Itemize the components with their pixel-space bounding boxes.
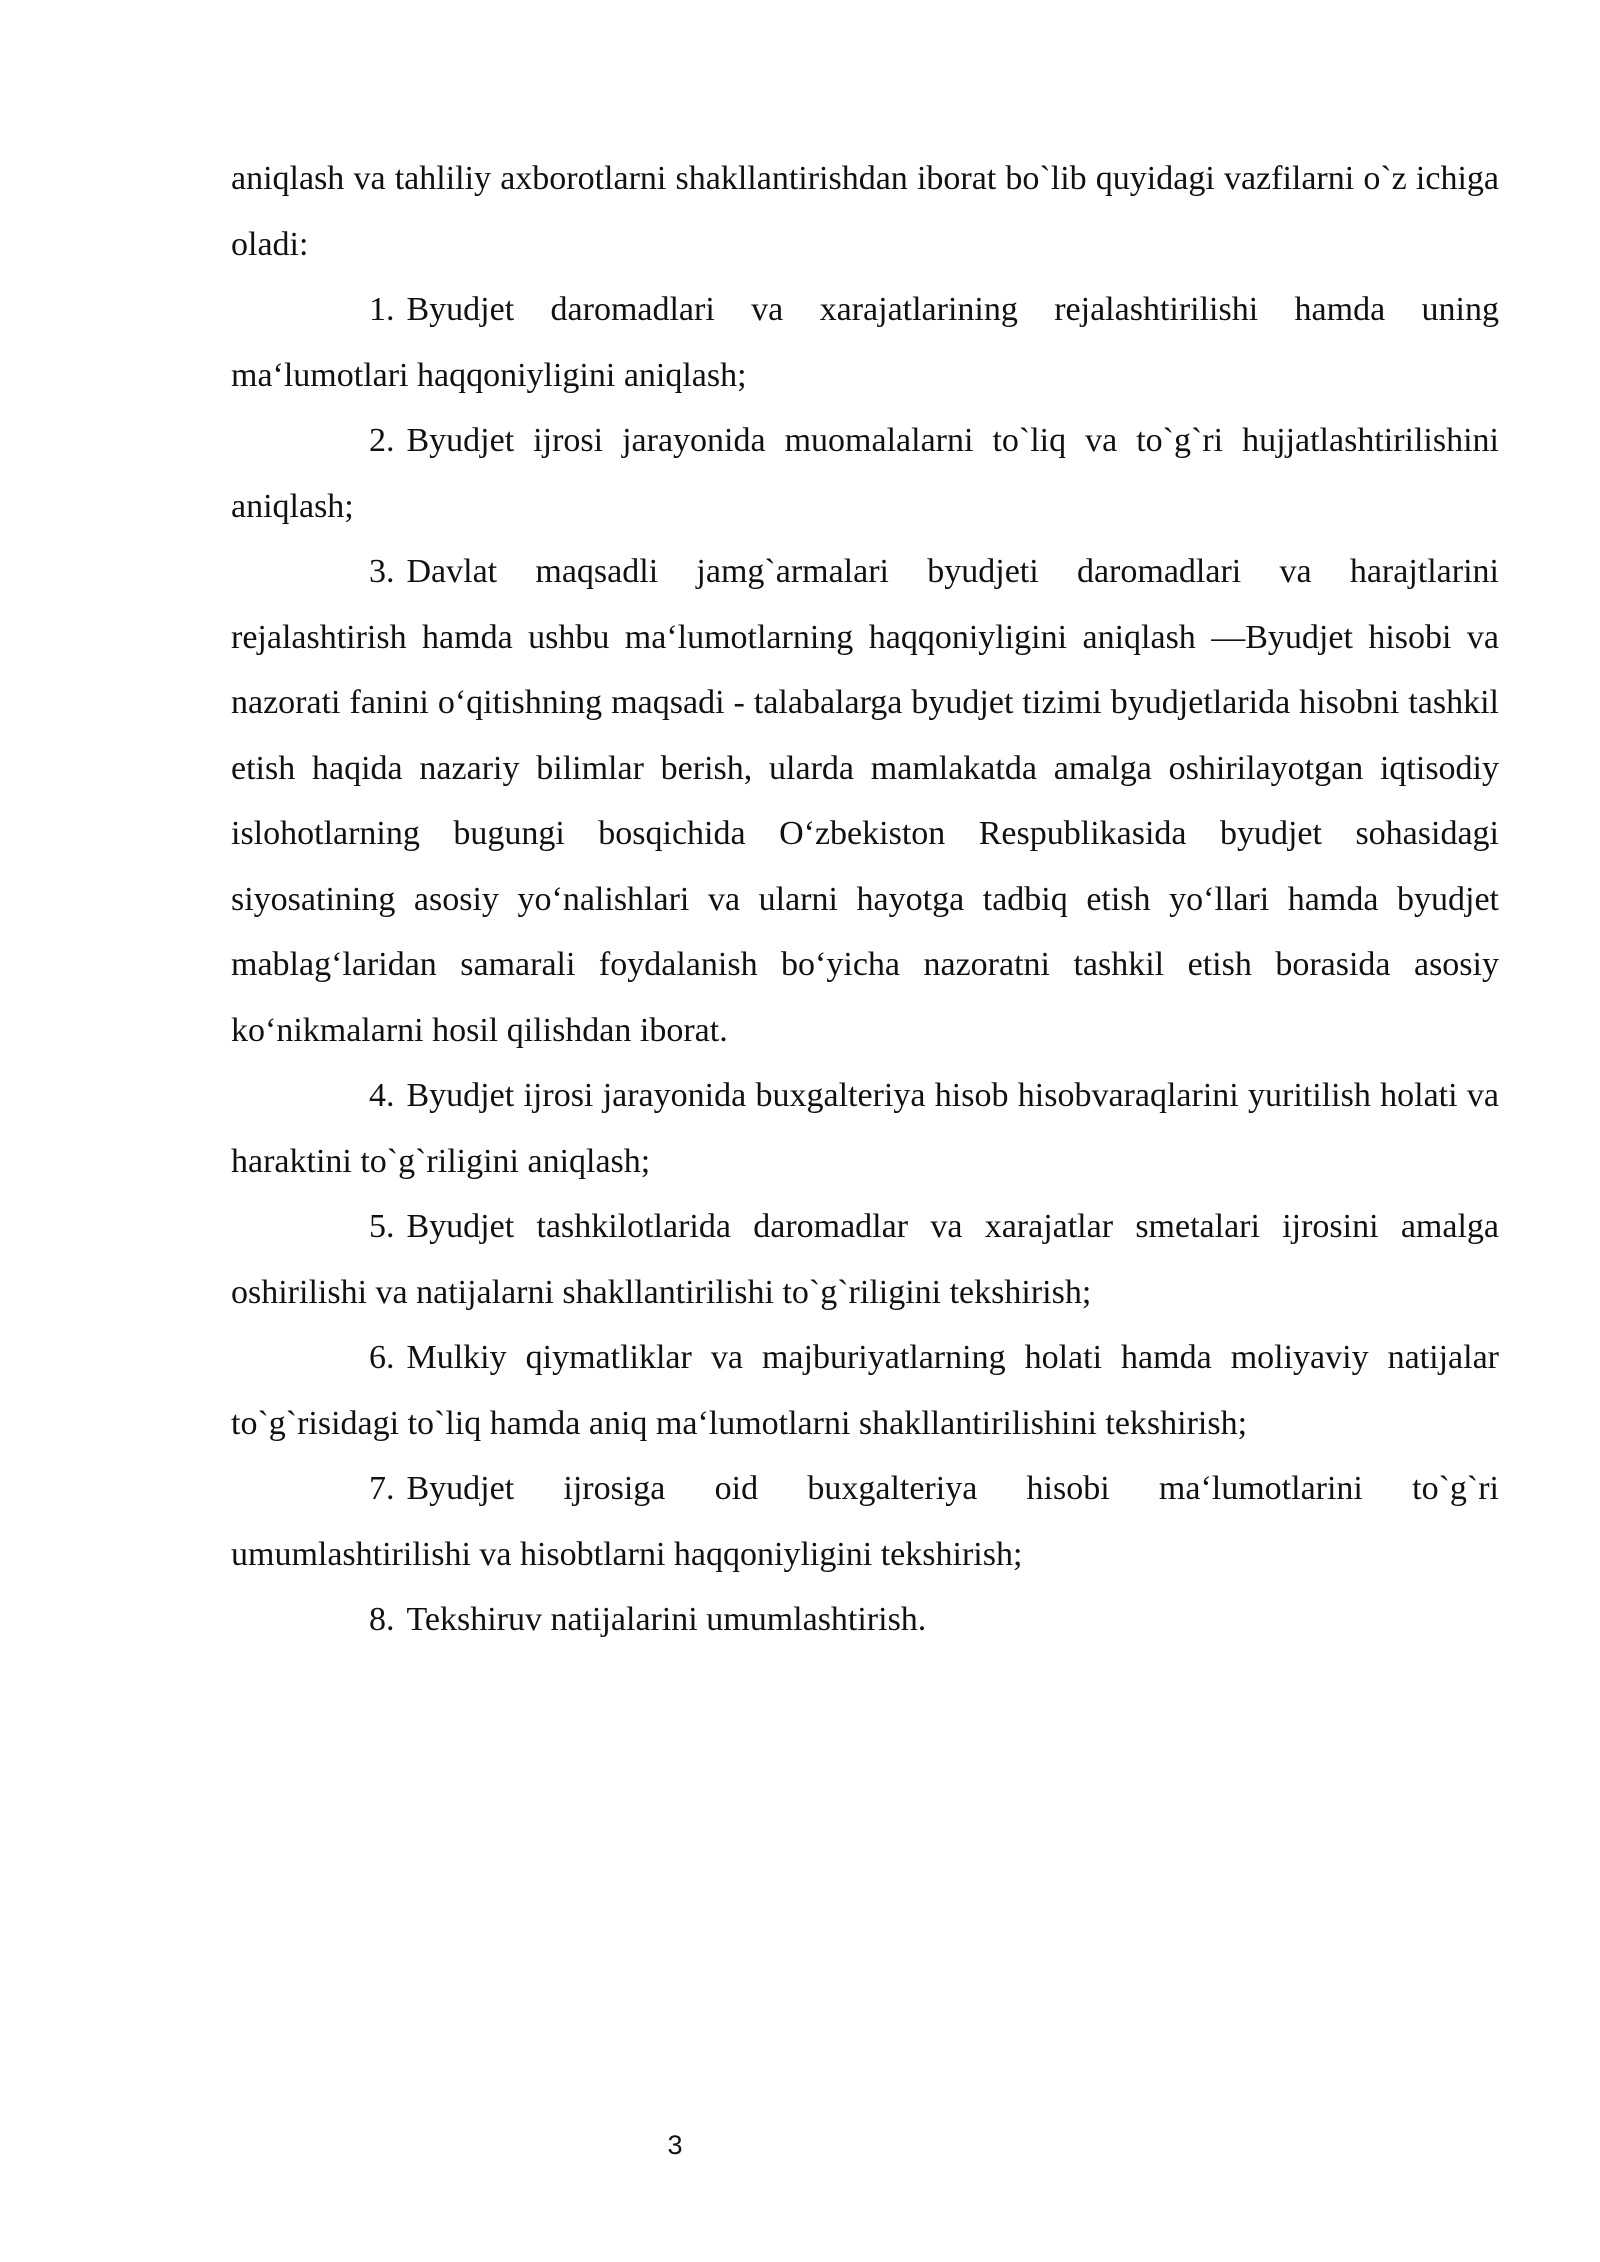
list-item-number: 6. bbox=[369, 1339, 395, 1376]
list-item-number: 5. bbox=[369, 1208, 395, 1245]
paragraph-intro bbox=[231, 146, 1499, 277]
list-item-number: 4. bbox=[369, 1077, 395, 1114]
list-item-text: Mulkiy qiymatliklar va majburiyatlarning holati hamda moliyaviy natijalar to`g`risidagi to`liq hamda aniq ma‘lumotlarni shakllantirilishini tekshirish; bbox=[231, 1339, 1499, 1442]
list-item-8 bbox=[231, 1587, 1499, 1653]
list-item-number: 2. bbox=[369, 422, 395, 459]
list-item-number: 1. bbox=[369, 291, 395, 328]
list-item-text: Tekshiruv natijalarini umumlashtirish. bbox=[406, 1601, 927, 1638]
list-item-3 bbox=[231, 539, 1499, 1063]
page-number: 3 bbox=[667, 2130, 683, 2160]
list-item-5 bbox=[231, 1194, 1499, 1325]
list-item-number: 8. bbox=[369, 1601, 395, 1638]
list-item-text: Byudjet daromadlari va xarajatlarining rejalashtirilishi hamda uning ma‘lumotlari haqqoniyligini aniqlash; bbox=[231, 291, 1499, 394]
list-item-6 bbox=[231, 1325, 1499, 1456]
document-body bbox=[231, 146, 1499, 1653]
list-item-number: 3. bbox=[369, 553, 395, 590]
list-item-text: Davlat maqsadli jamg`armalari byudjeti daromadlari va harajtlarini rejalashtirish hamda ushbu ma‘lumotlarning haqqoniyligini aniqlash ―Byudjet hisobi va nazorati fanini o‘qitishning maqsadi - talabalarga byudjet tizimi byudjetlarida hisobni tashkil etish haqida nazariy bilimlar berish, ularda mamlakatda amalga oshirilayotgan iqtisodiy islohotlarning bugungi bosqichida O‘zbekiston Respublikasida byudjet sohasidagi siyosatining asosiy yo‘nalishlari va ularni hayotga tadbiq etish yo‘llari hamda byudjet mablag‘laridan samarali foydalanish bo‘yicha nazoratni tashkil etish borasida asosiy ko‘nikmalarni hosil qilishdan iborat. bbox=[231, 553, 1499, 1049]
paragraph-text: aniqlash va tahliliy axborotlarni shakllantirishdan iborat bo`lib quyidagi vazfilarni o`z ichiga oladi: bbox=[231, 160, 1499, 263]
list-item-text: Byudjet ijrosi jarayonida buxgalteriya hisob hisobvaraqlarini yuritilish holati va haraktini to`g`riligini aniqlash; bbox=[231, 1077, 1499, 1180]
list-item-2 bbox=[231, 408, 1499, 539]
list-item-text: Byudjet tashkilotlarida daromadlar va xarajatlar smetalari ijrosini amalga oshirilishi va natijalarni shakllantirilishi to`g`riligini tekshirish; bbox=[231, 1208, 1499, 1311]
list-item-1 bbox=[231, 277, 1499, 408]
list-item-4 bbox=[231, 1063, 1499, 1194]
list-item-text: Byudjet ijrosiga oid buxgalteriya hisobi ma‘lumotlarini to`g`ri umumlashtirilishi va hisobtlarni haqqoniyligini tekshirish; bbox=[231, 1470, 1499, 1573]
list-item-7 bbox=[231, 1456, 1499, 1587]
list-item-text: Byudjet ijrosi jarayonida muomalalarni to`liq va to`g`ri hujjatlashtirilishini aniqlash; bbox=[231, 422, 1499, 525]
list-item-number: 7. bbox=[369, 1470, 395, 1507]
